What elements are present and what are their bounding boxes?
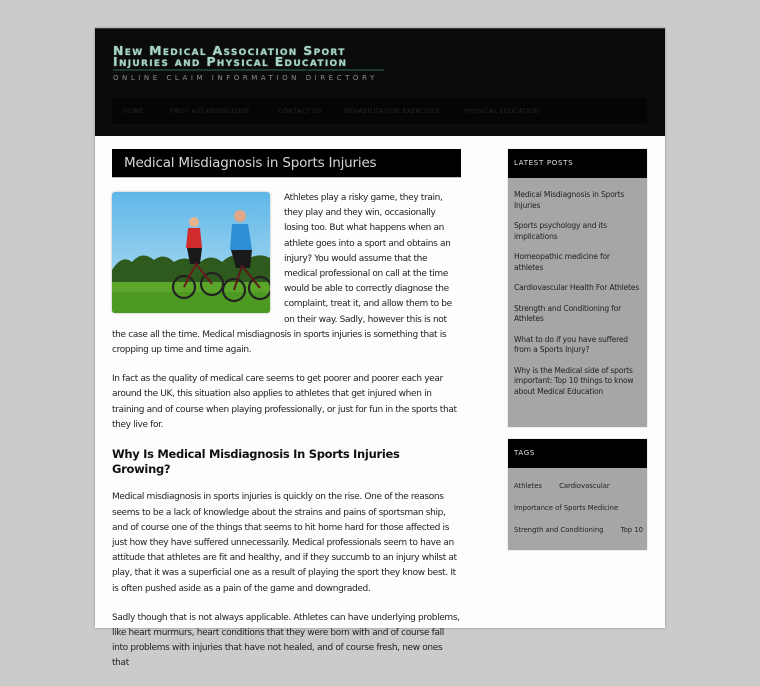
post-paragraph: Athletes play a risky game, they train, they play and they win, occasionally losing too. But what happens when an athlete goes into a sport and obtains an injury? You would assume that the medical professional on call at the time would be able to correctly diagnose the complaint, treat it, and allow them to be on their way. Sadly, however this is not the case all the time. Medical misdiagnosis in sports injuries is something that is cropping up time and time again. [112,193,452,356]
latest-post-link[interactable]: Sports psychology and its implications [514,221,607,241]
nav-item-first-aid-knowledge[interactable]: FIRST AID KNOWLEDGE [170,107,251,115]
tag-link[interactable]: Strength and Conditioning [514,526,604,534]
latest-post-link[interactable]: Why is the Medical side of sports important: Top 10 things to know about Medical Education [514,365,634,396]
latest-post-link[interactable]: Homeopathic medicine for athletes [514,252,610,272]
tag-link[interactable]: Importance of Sports Medicine [514,504,619,512]
site-title-line-2: Injuries and Physical Education [113,54,348,69]
latest-post-link[interactable]: Strength and Conditioning for Athletes [514,303,621,323]
nav-item-rehabilitation-exercises[interactable]: REHABILITATION EXERCISES [344,107,440,115]
latest-post-link[interactable]: Medical Misdiagnosis in Sports Injuries [514,190,625,210]
latest-post-link[interactable]: What to do if you have suffered from a Sports Injury? [514,334,628,354]
post-subheading: Why Is Medical Misdiagnosis In Sports Injuries Growing? [112,447,400,477]
cyclists-photo-icon [112,192,270,313]
latest-posts-title: LATEST POSTS [508,149,647,178]
post-title: Medical Misdiagnosis in Sports Injuries [112,149,461,178]
tags-title: TAGS [508,439,647,468]
sidebar [508,149,647,562]
cyclists-photo [112,192,270,313]
logo-divider [113,69,384,71]
tag-link[interactable]: Cardiovascular [559,482,610,490]
page-wrapper [95,28,665,669]
tags-widget [508,439,647,550]
site-logo[interactable] [113,45,393,82]
main-navigation [112,98,647,124]
nav-item-home[interactable]: HOME [123,107,144,115]
tag-link[interactable]: Athletes [514,482,542,490]
post-paragraph: In fact as the quality of medical care seems to get poorer and poorer each year around the UK, this situation also applies to athletes that get injured when in training and of course when playing professionally, or just for fun in the sports that they live for. [112,374,457,430]
tag-link[interactable]: Top 10 [620,526,643,534]
latest-posts-widget [508,149,647,427]
site-tagline: ONLINE CLAIM INFORMATION DIRECTORY [113,74,378,82]
post-paragraph: Medical misdiagnosis in sports injuries is quickly on the rise. One of the reasons seems to be a lack of knowledge about the strains and pains of sportsman ship, and of course one of the things that seems to hit home hard for those affected is just how they have suffered unnecessarily. Medical professionals seem to have an attitude that athletes are fit and healthy, and if they succumb to an injury whilst at play, that it was a superficial one as a result of playing the sport they know best. It is often pushed aside as a pain of the game and downgraded. [112,492,457,594]
site-title-line-1: New Medical Association Sport [113,43,346,58]
nav-item-physical-education[interactable]: PHYSICAL EDUCATION [464,107,540,115]
site-header [95,28,665,136]
post-paragraph: Sadly though that is not always applicable. Athletes can have underlying problems, like heart murmurs, heart conditions that they were born with and of course fall into problems with injuries that have not healed, and of course fresh, new ones that [112,612,460,669]
latest-post-link[interactable]: Cardiovascular Health For Athletes [514,283,639,292]
nav-item-contact-us[interactable]: CONTACT US [278,107,322,115]
main-content [112,149,461,686]
